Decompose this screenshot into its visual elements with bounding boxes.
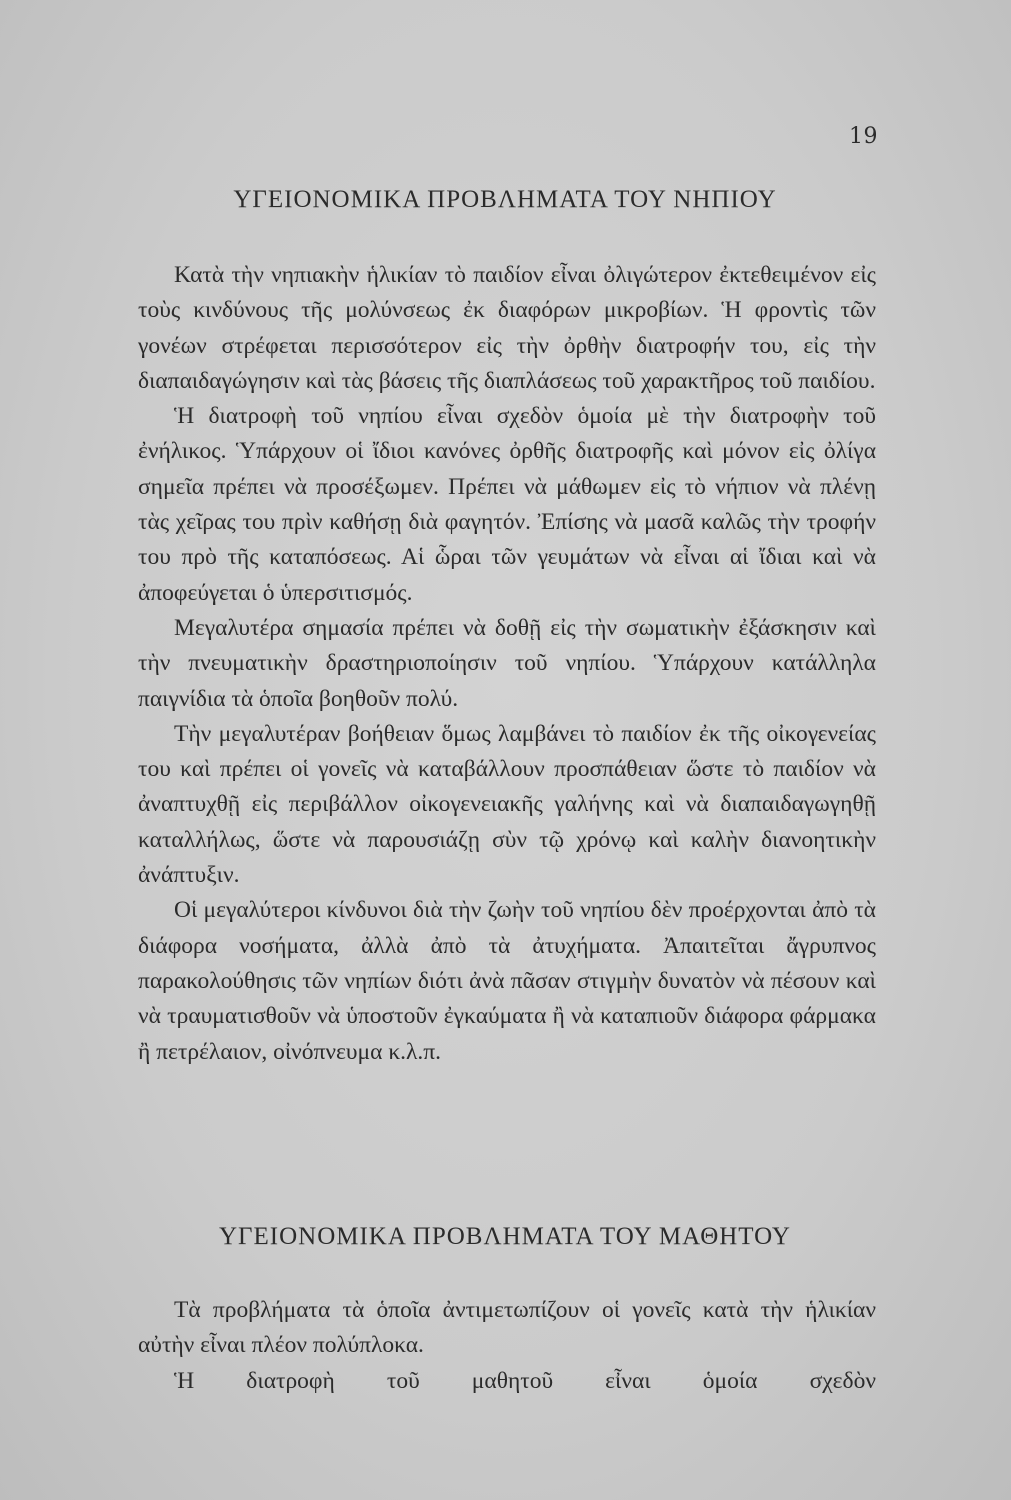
paragraph: Τὰ προβλήματα τὰ ὁποῖα ἀντιμετωπίζουν οἱ γονεῖς κατὰ τὴν ἡλικίαν αὐτὴν εἶναι πλέον πολύπλοκα. — [138, 1297, 876, 1359]
paragraph: Ἡ διατροφὴ τοῦ νηπίου εἶναι σχεδὸν ὁμοία μὲ τὴν διατροφὴν τοῦ ἐνήλικος. Ὑπάρχουν οἱ ἴδιοι κανόνες ὀρθῆς διατροφῆς καὶ μόνον εἰς ὀλίγα σημεῖα πρέπει νὰ προσέξωμεν. Πρέπει νὰ μάθωμεν εἰς τὸ νήπιον νὰ πλένῃ τὰς χεῖρας του πρὶν καθήσῃ διὰ φαγητόν. Ἐπίσης νὰ μασᾶ καλῶς τὴν τροφήν του πρὸ τῆς καταπόσεως. Αἱ ὧραι τῶν γευμάτων νὰ εἶναι αἱ ἴδιαι καὶ νὰ ἀποφεύγεται ὁ ὑπερσιτισμός. — [138, 403, 876, 606]
paragraph: Ἡ διατροφὴ τοῦ μαθητοῦ εἶναι ὁμοία σχεδὸν — [174, 1367, 876, 1394]
section-title-student: ΥΓΕΙΟΝΟΜΙΚΑ ΠΡΟΒΛΗΜΑΤΑ ΤΟΥ ΜΑΘΗΤΟΥ — [218, 1223, 791, 1250]
paragraph: Κατὰ τὴν νηπιακὴν ἡλικίαν τὸ παιδίον εἶναι ὀλιγώτερον ἐκτεθειμένον εἰς τοὺς κινδύνους τῆς μολύνσεως ἐκ διαφόρων μικροβίων. Ἡ φροντὶς τῶν γονέων στρέφεται περισσότερον εἰς τὴν ὀρθὴν διατροφήν του, εἰς τὴν διαπαιδαγώγησιν καὶ τὰς βάσεις τῆς διαπλάσεως τοῦ χαρακτῆρος τοῦ παιδίου. — [138, 262, 876, 394]
paragraph: Οἱ μεγαλύτεροι κίνδυνοι διὰ τὴν ζωὴν τοῦ νηπίου δὲν προέρχονται ἀπὸ τὰ διάφορα νοσήματα, ἀλλὰ ἀπὸ τὰ ἀτυχήματα. Ἀπαιτεῖται ἄγρυπνος παρακολούθησις τῶν νηπίων διότι ἀνὰ πᾶσαν στιγμὴν δυνατὸν νὰ πέσουν καὶ νὰ τραυματισθοῦν νὰ ὑποστοῦν ἐγκαύματα ἢ νὰ καταπιοῦν διάφορα φάρμακα ἢ πετρέλαιον, οἰνόπνευμα κ.λ.π. — [138, 897, 876, 1065]
section-body-infant — [138, 258, 876, 1070]
paragraph: Τὴν μεγαλυτέραν βοήθειαν ὅμως λαμβάνει τὸ παιδίον ἐκ τῆς οἰκογενείας του καὶ πρέπει οἱ γονεῖς νὰ καταβάλλουν προσπάθειαν ὥστε τὸ παιδίον νὰ ἀναπτυχθῇ εἰς περιβάλλον οἰκογενειακῆς γαλήνης καὶ νὰ διαπαιδαγωγηθῇ καταλλήλως, ὥστε νὰ παρουσιάζῃ σὺν τῷ χρόνῳ καὶ καλὴν διανοητικὴν ἀνάπτυξιν. — [138, 720, 876, 889]
page-number: 19 — [849, 124, 878, 149]
paragraph: Μεγαλυτέρα σημασία πρέπει νὰ δοθῇ εἰς τὴν σωματικὴν ἐξάσκησιν καὶ τὴν πνευματικὴν δραστηριοποίησιν τοῦ νηπίου. Ὑπάρχουν κατάλληλα παιγνίδια τὰ ὁποῖα βοηθοῦν πολύ. — [138, 614, 876, 712]
section-title-infant: ΥΓΕΙΟΝΟΜΙΚΑ ΠΡΟΒΛΗΜΑΤΑ ΤΟΥ ΝΗΠΙΟΥ — [233, 186, 777, 213]
section-body-student — [138, 1293, 876, 1399]
